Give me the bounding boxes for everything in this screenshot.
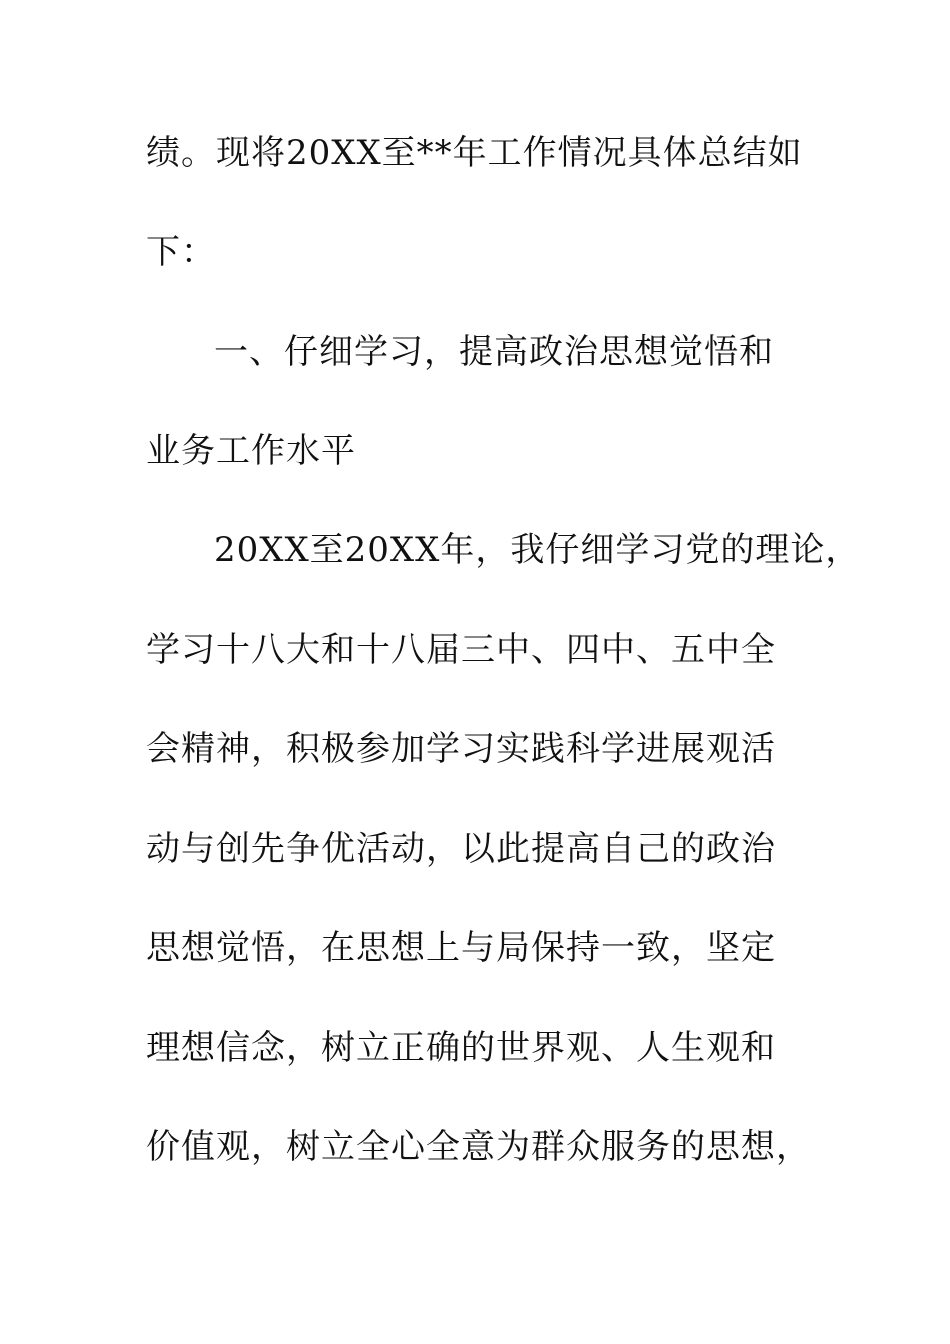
text-line: 会精神，积极参加学习实践科学进展观活 xyxy=(146,729,776,769)
text-line: 下： xyxy=(146,232,216,272)
paragraph-start: 20XX至20XX年，我仔细学习党的理论， xyxy=(214,530,861,570)
text-line: 理想信念，树立正确的世界观、人生观和 xyxy=(146,1028,776,1068)
text-line: 绩。现将20XX至**年工作情况具体总结如 xyxy=(146,133,803,173)
text-line: 思想觉悟，在思想上与局保持一致，坚定 xyxy=(146,928,776,968)
section-heading: 一、仔细学习，提高政治思想觉悟和 xyxy=(214,332,774,372)
text-line: 价值观，树立全心全意为群众服务的思想， xyxy=(146,1127,811,1167)
section-heading-continued: 业务工作水平 xyxy=(146,431,356,471)
text-line: 动与创先争优活动，以此提高自己的政治 xyxy=(146,829,776,869)
text-line: 学习十八大和十八届三中、四中、五中全 xyxy=(146,630,776,670)
